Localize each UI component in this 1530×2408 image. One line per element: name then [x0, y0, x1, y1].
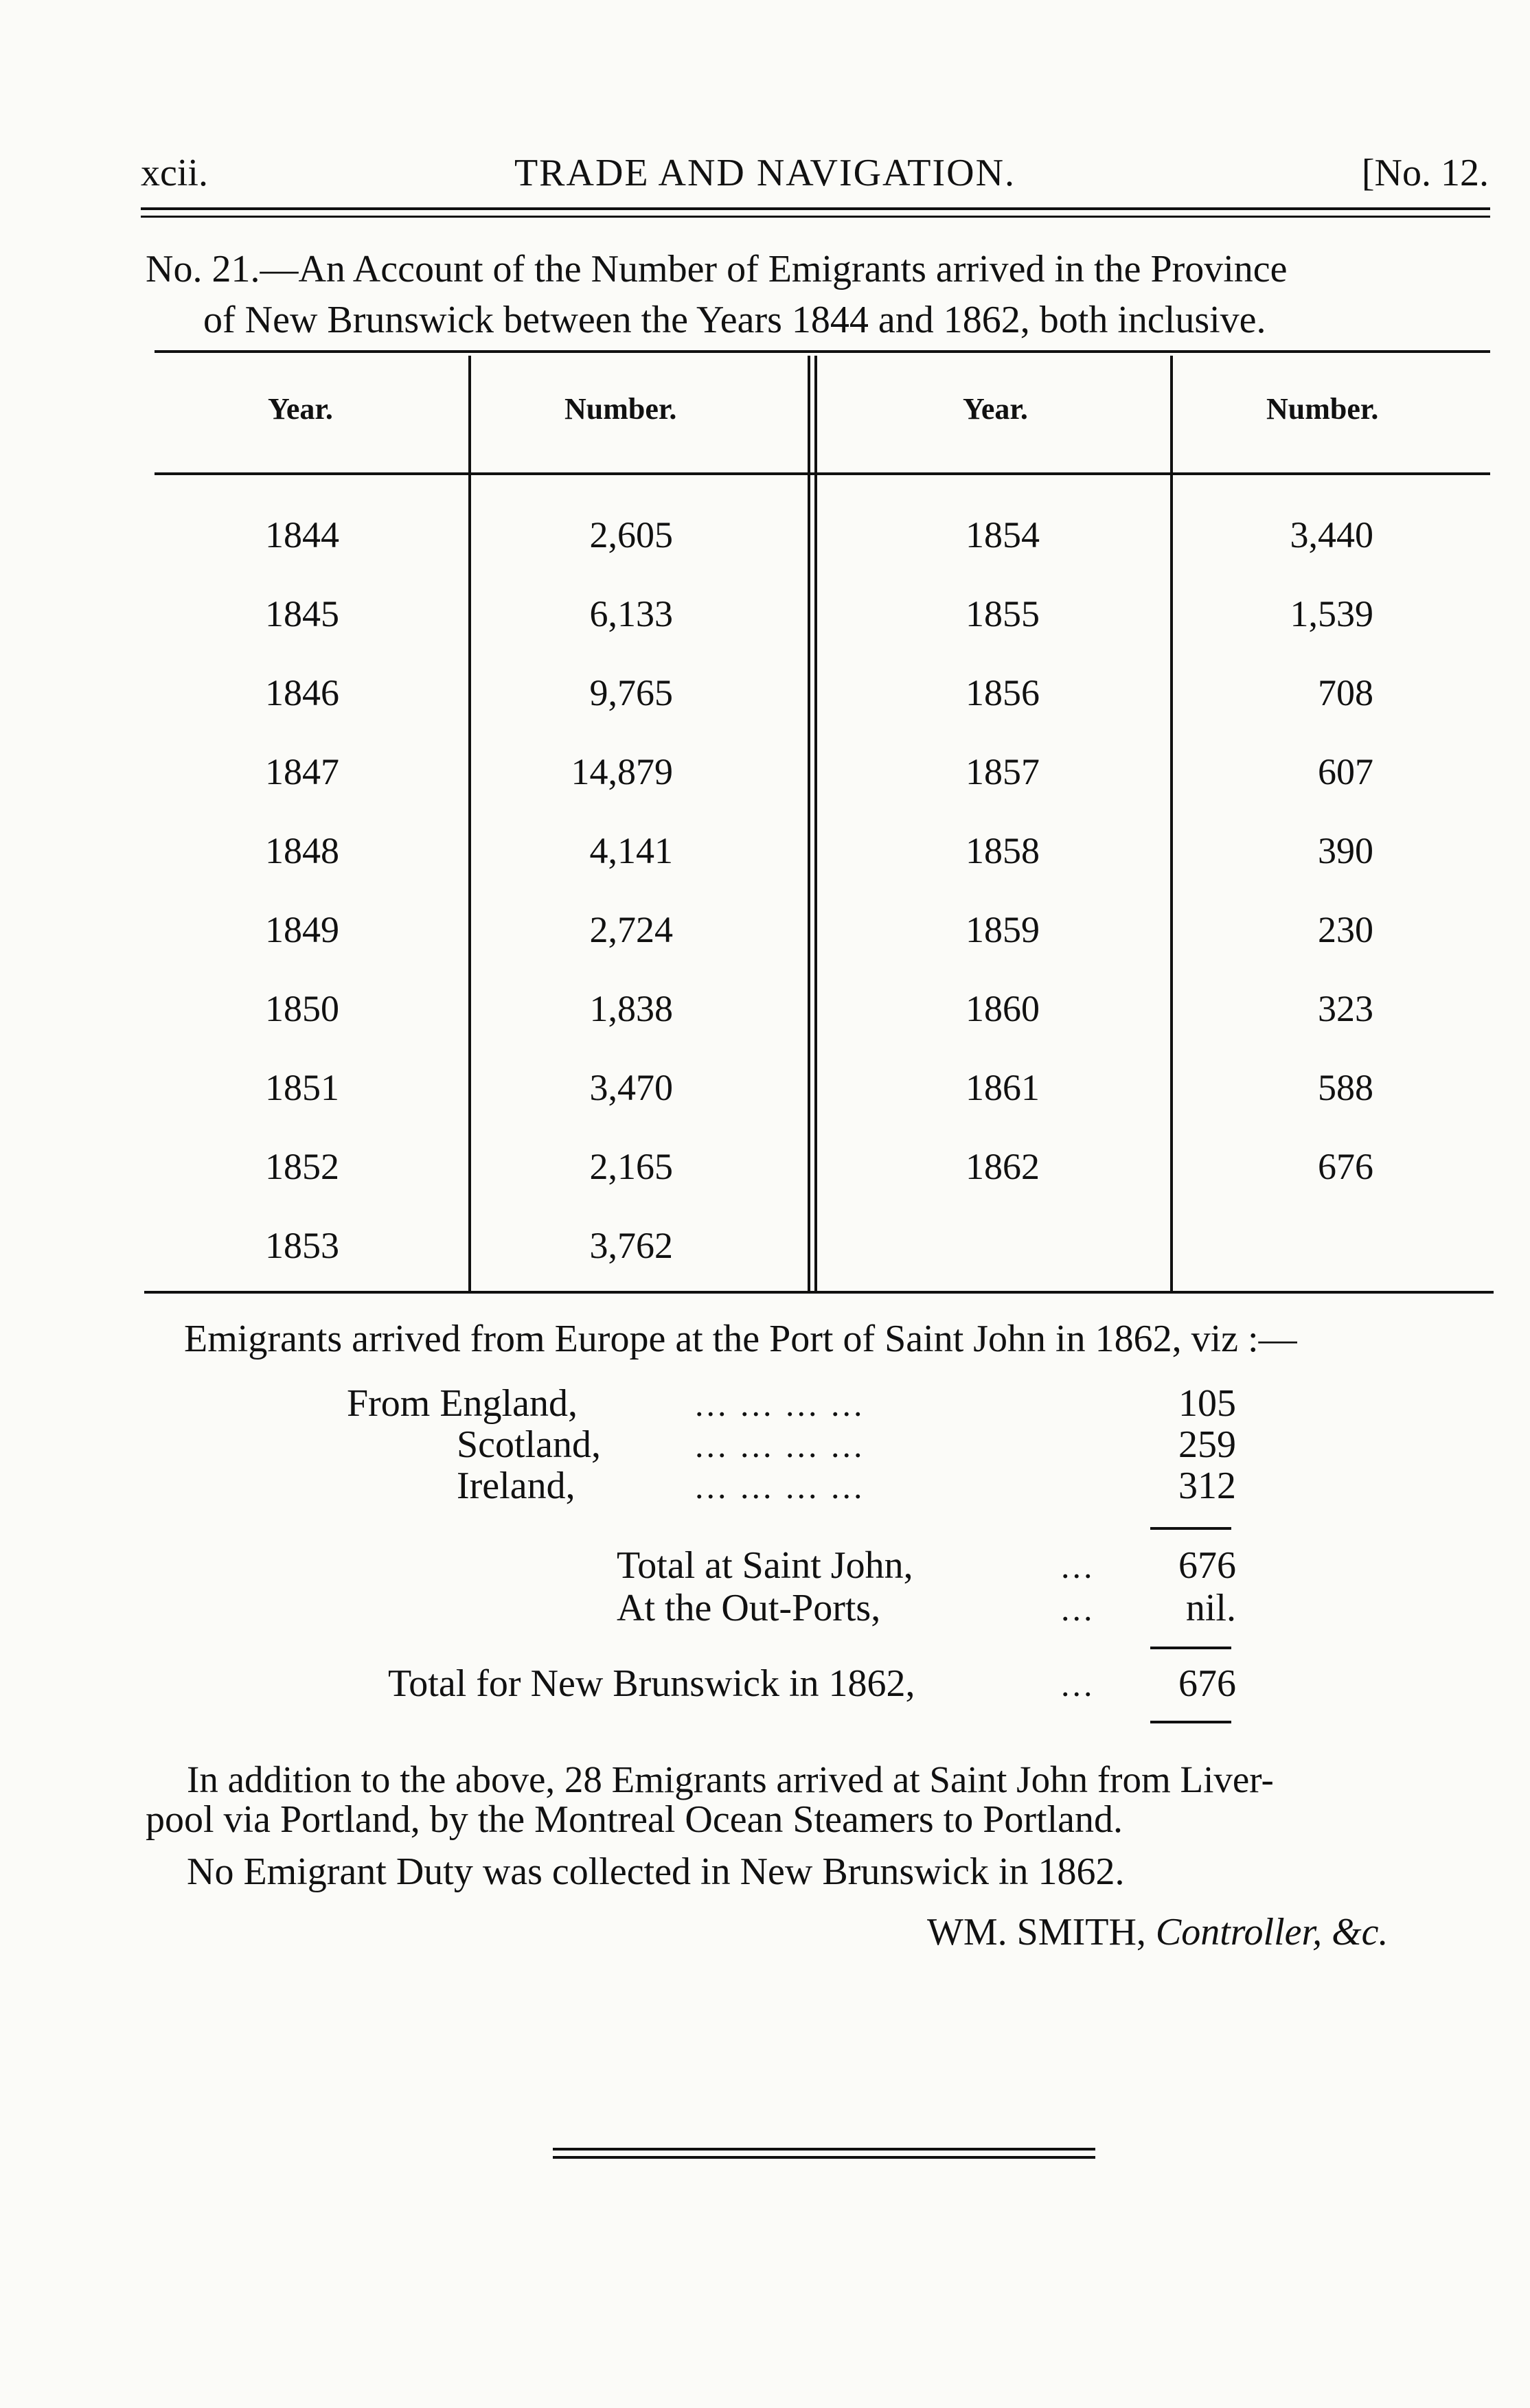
- number-reference: [No. 12.: [1361, 152, 1489, 194]
- signature-title: Controller, &c.: [1155, 1911, 1389, 1953]
- england-value: 105: [1178, 1382, 1236, 1425]
- table-top-rule: [155, 350, 1490, 353]
- year-cell: 1852: [265, 1146, 339, 1187]
- number-cell: 323: [1318, 988, 1373, 1029]
- ireland-label: Ireland,: [457, 1465, 575, 1507]
- year-cell: 1856: [966, 672, 1040, 713]
- number-cell: 2,605: [589, 514, 673, 555]
- year-cell: 1862: [966, 1146, 1040, 1187]
- out-ports-value: nil.: [1185, 1587, 1236, 1629]
- addition-note-line2: pool via Portland, by the Montreal Ocean Steamers to Portland.: [146, 1798, 1123, 1841]
- year-cell: 1851: [265, 1067, 339, 1108]
- number-cell: 3,762: [589, 1225, 673, 1266]
- year-cell: 1845: [265, 593, 339, 634]
- total-saint-john-leader: ...: [1061, 1547, 1095, 1585]
- addition-note-line1: In addition to the above, 28 Emigrants arrived at Saint John from Liver-: [187, 1758, 1274, 1800]
- year-cell: 1844: [265, 514, 339, 555]
- column-divider-2b: [814, 356, 817, 1291]
- number-cell: 607: [1318, 751, 1373, 792]
- scotland-leader: ... ... ... ...: [695, 1426, 865, 1465]
- header-year-right: Year.: [963, 392, 1028, 426]
- england-leader: ... ... ... ...: [695, 1385, 865, 1423]
- year-cell: 1854: [966, 514, 1040, 555]
- number-cell: 1,539: [1290, 593, 1373, 634]
- number-cell: 3,440: [1290, 514, 1373, 555]
- total-new-brunswick-leader: ...: [1061, 1665, 1095, 1704]
- header-number-left: Number.: [564, 392, 677, 426]
- running-title: TRADE AND NAVIGATION.: [514, 152, 1016, 194]
- year-cell: 1859: [966, 909, 1040, 950]
- number-cell: 9,765: [589, 672, 673, 713]
- footer-rule-bottom: [553, 2156, 1095, 2159]
- total-saint-john-label: Total at Saint John,: [617, 1544, 913, 1587]
- scotland-label: Scotland,: [457, 1423, 601, 1466]
- total-saint-john-value: 676: [1178, 1544, 1236, 1587]
- year-cell: 1855: [966, 593, 1040, 634]
- number-cell: 4,141: [589, 830, 673, 871]
- number-cell: 2,165: [589, 1146, 673, 1187]
- scotland-value: 259: [1178, 1423, 1236, 1466]
- table-bottom-rule: [144, 1291, 1494, 1294]
- year-cell: 1849: [265, 909, 339, 950]
- year-cell: 1848: [265, 830, 339, 871]
- header-rule-bottom: [141, 216, 1490, 218]
- number-cell: 676: [1318, 1146, 1373, 1187]
- column-divider-3: [1170, 356, 1173, 1291]
- grand-total-rule: [1150, 1721, 1231, 1723]
- number-cell: 2,724: [589, 909, 673, 950]
- column-divider-1: [468, 356, 471, 1291]
- out-ports-leader: ...: [1061, 1590, 1095, 1628]
- year-cell: 1857: [966, 751, 1040, 792]
- number-cell: 588: [1318, 1067, 1373, 1108]
- year-cell: 1858: [966, 830, 1040, 871]
- table-caption-line2: of New Brunswick between the Years 1844 and 1862, both inclusive.: [203, 299, 1266, 341]
- table-caption-line1: No. 21.—An Account of the Number of Emigrants arrived in the Province: [146, 248, 1288, 290]
- subtotal-rule: [1150, 1527, 1231, 1530]
- total-rule: [1150, 1647, 1231, 1649]
- page-number: xcii.: [141, 152, 208, 194]
- england-label: From England,: [347, 1382, 578, 1425]
- total-new-brunswick-value: 676: [1178, 1662, 1236, 1705]
- year-cell: 1860: [966, 988, 1040, 1029]
- number-cell: 390: [1318, 830, 1373, 871]
- signature: [927, 1910, 1389, 1954]
- number-cell: 1,838: [589, 988, 673, 1029]
- signature-name: WM. SMITH,: [927, 1911, 1156, 1953]
- year-cell: 1861: [966, 1067, 1040, 1108]
- total-new-brunswick-label: Total for New Brunswick in 1862,: [388, 1662, 915, 1705]
- number-cell: 14,879: [571, 751, 673, 792]
- footer-rule-top: [553, 2148, 1095, 2151]
- header-number-right: Number.: [1266, 392, 1379, 426]
- year-cell: 1850: [265, 988, 339, 1029]
- header-rule-top: [141, 207, 1490, 210]
- ireland-leader: ... ... ... ...: [695, 1467, 865, 1506]
- number-cell: 708: [1318, 672, 1373, 713]
- duty-note: No Emigrant Duty was collected in New Brunswick in 1862.: [187, 1850, 1125, 1893]
- header-year-left: Year.: [268, 392, 333, 426]
- number-cell: 230: [1318, 909, 1373, 950]
- ireland-value: 312: [1178, 1465, 1236, 1507]
- year-cell: 1846: [265, 672, 339, 713]
- table-header-rule: [155, 472, 1490, 475]
- year-cell: 1847: [265, 751, 339, 792]
- year-cell: 1853: [265, 1225, 339, 1266]
- number-cell: 6,133: [589, 593, 673, 634]
- column-divider-2a: [808, 356, 810, 1291]
- out-ports-label: At the Out-Ports,: [617, 1587, 881, 1629]
- europe-intro: Emigrants arrived from Europe at the Port of Saint John in 1862, viz :—: [184, 1318, 1297, 1360]
- number-cell: 3,470: [589, 1067, 673, 1108]
